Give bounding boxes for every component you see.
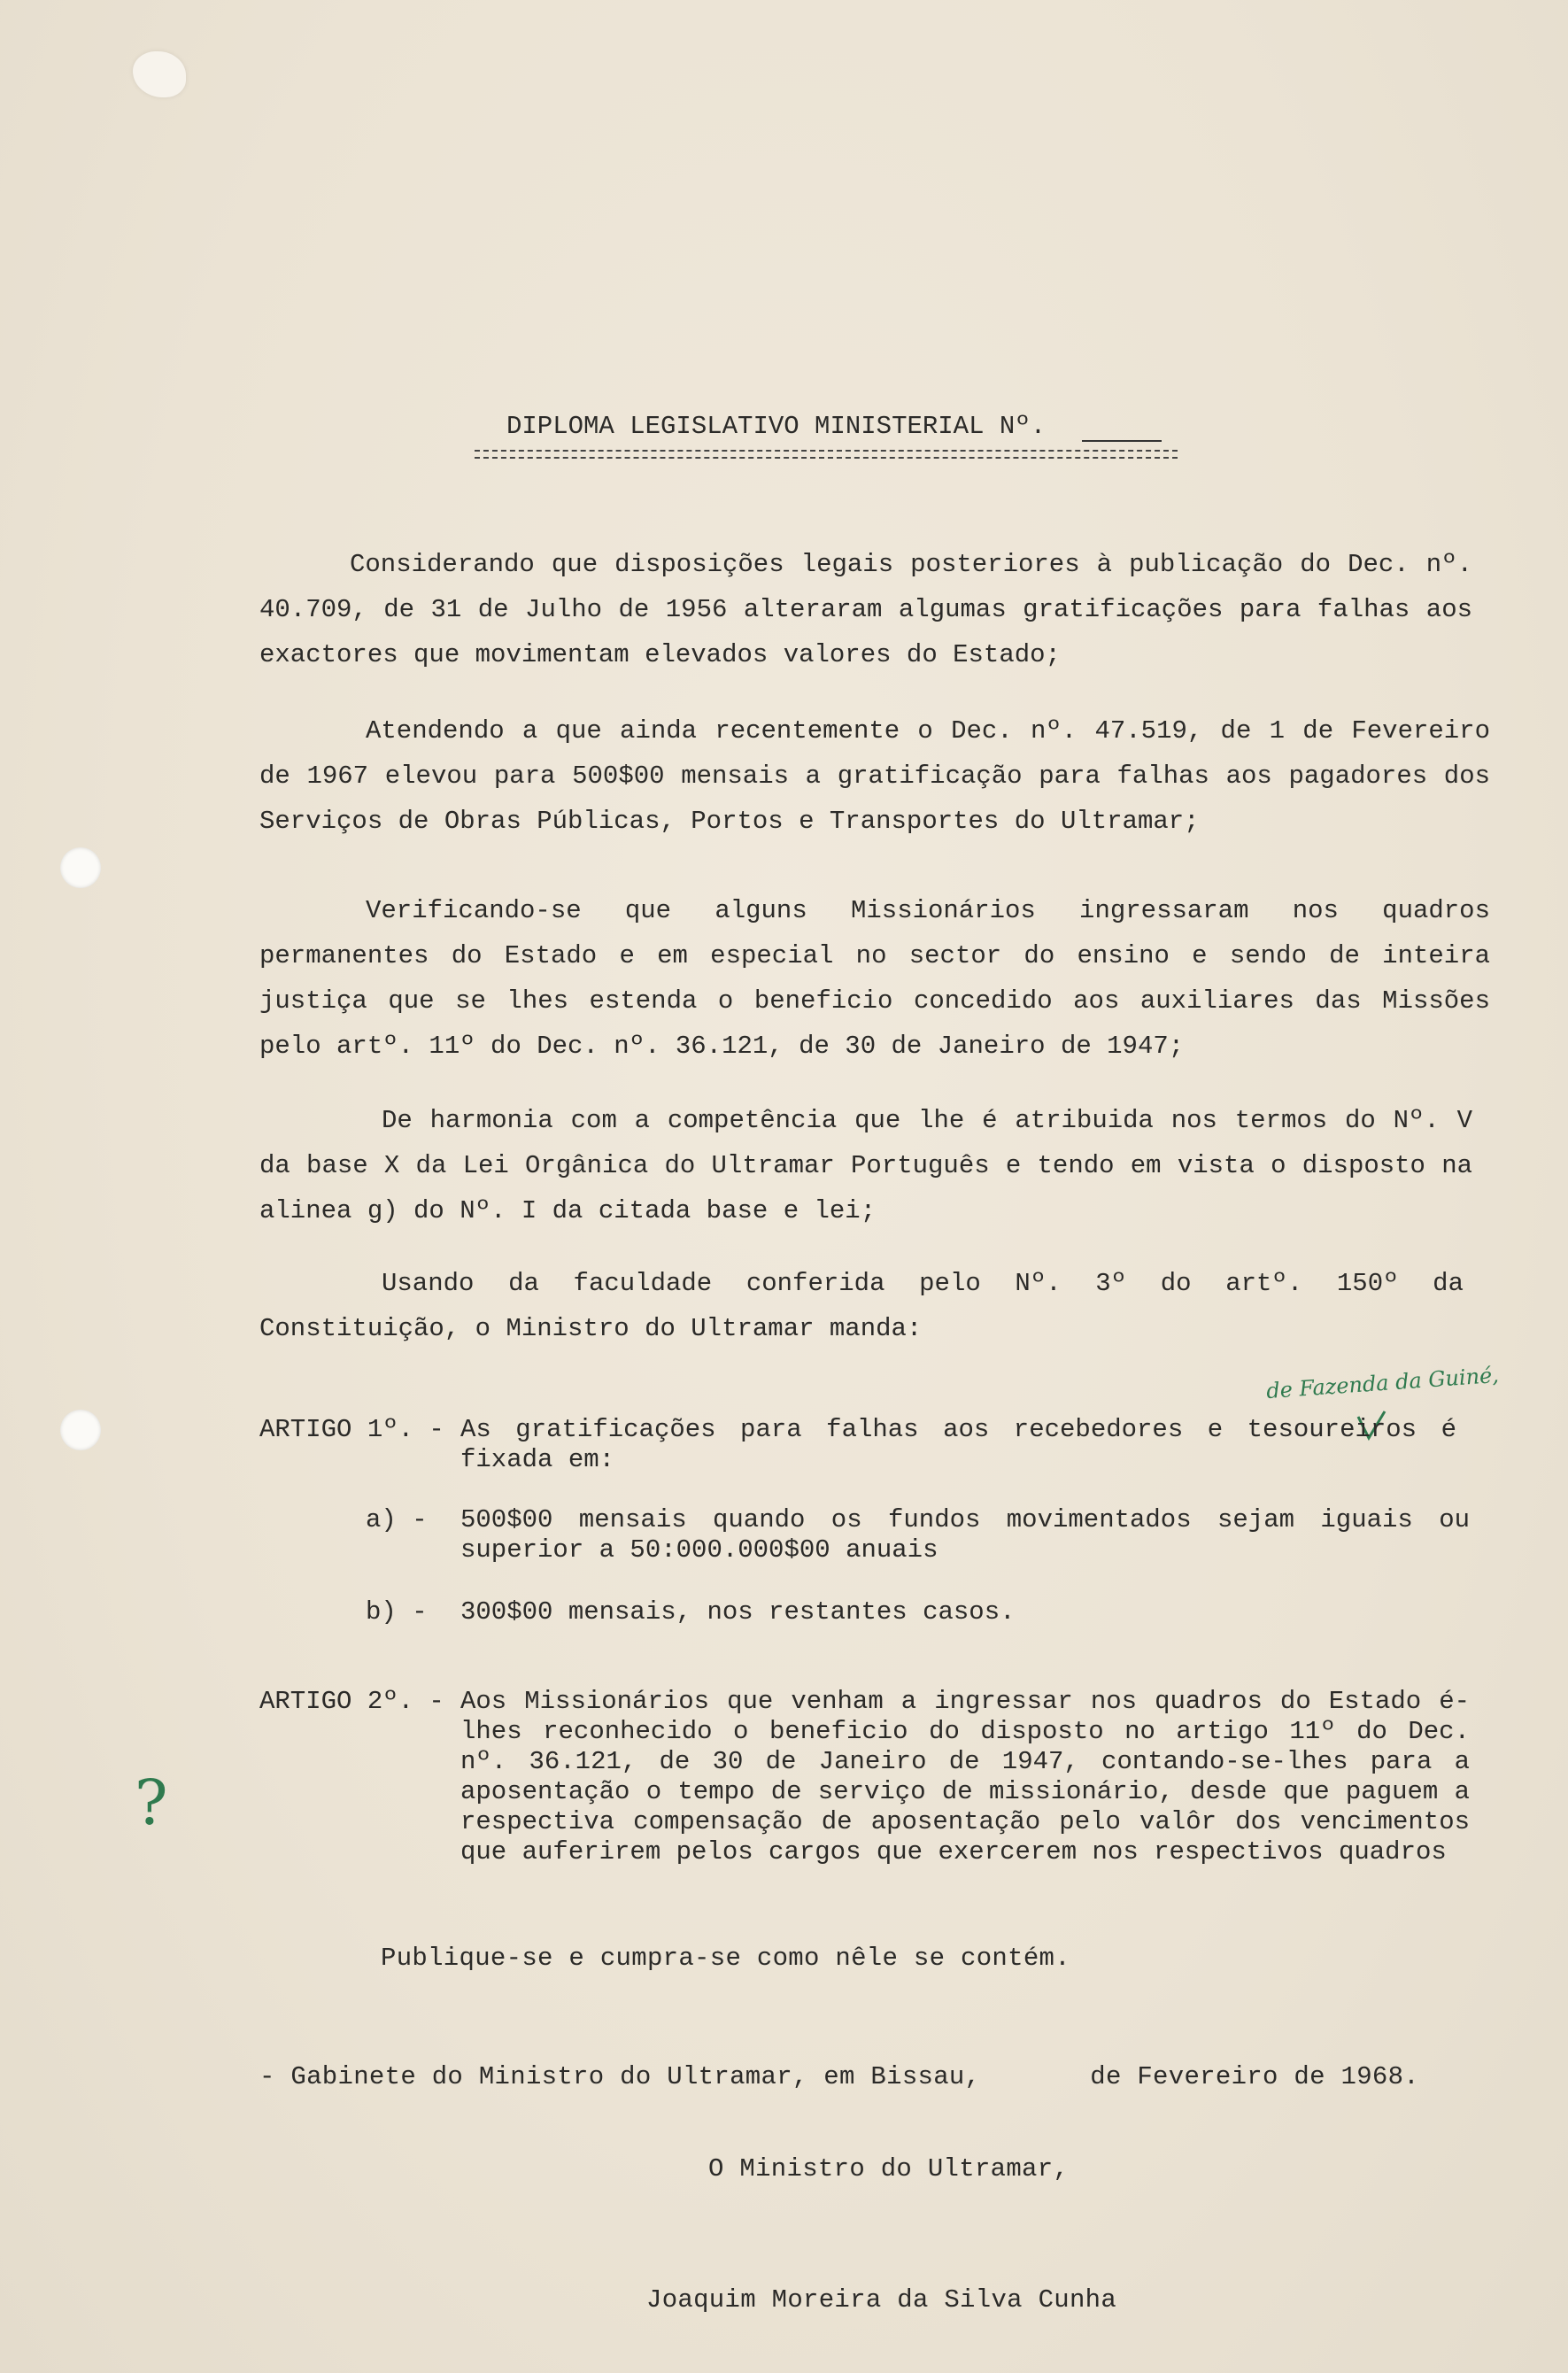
handwritten-annotation: de Fazenda da Guiné, bbox=[1265, 1362, 1500, 1404]
title-underline bbox=[475, 450, 1178, 452]
item-a-text: 500$00 mensais quando os fundos movimentados sejam iguais ou superior a 50:000.000$00 anuais bbox=[460, 1505, 1470, 1565]
paragraph-4: De harmonia com a competência que lhe é atribuida nos termos do Nº. V da base X da Lei Orgânica do Ultramar Português e tendo em vista o disposto na alinea g) do Nº. I da citada base e lei; bbox=[259, 1106, 1472, 1225]
signatory-name: Joaquim Moreira da Silva Cunha bbox=[646, 2285, 1117, 2315]
paragraph-5: Usando da faculdade conferida pelo Nº. 3º do artº. 150º da Constituição, o Ministro do Ultramar manda: bbox=[259, 1269, 1464, 1343]
handwritten-question-mark: ? bbox=[135, 1766, 168, 1839]
minister-title: O Ministro do Ultramar, bbox=[708, 2154, 1070, 2184]
item-a-label: a) - bbox=[366, 1505, 428, 1534]
closing-formula: Publique-se e cumpra-se como nêle se contém. bbox=[381, 1944, 1070, 1973]
title-underline bbox=[475, 457, 1178, 459]
item-b-label: b) - bbox=[366, 1597, 428, 1627]
place-and-date: - Gabinete do Ministro do Ultramar, em Bissau, de Fevereiro de 1968. bbox=[259, 2062, 1420, 2091]
punch-hole bbox=[60, 1410, 101, 1450]
artigo-2-text: Aos Missionários que venham a ingressar nos quadros do Estado é-lhes reconhecido o beneficio do disposto no artigo 11º do Dec. nº. 36.121, de 30 de Janeiro de 1947, contando-se-lhes para a aposentação o tempo de serviço de missionário, desde que paguem a respectiva compensação de aposentação pelo valôr dos vencimentos que auferirem pelos cargos que exercerem nos respectivos quadros bbox=[460, 1687, 1470, 1867]
paragraph-1: Considerando que disposições legais posteriores à publicação do Dec. nº. 40.709, de 31 de Julho de 1956 alteraram algumas gratificações para falhas aos exactores que movimentam elevados valores do Estado; bbox=[259, 550, 1472, 669]
paragraph-2: Atendendo a que ainda recentemente o Dec. nº. 47.519, de 1 de Fevereiro de 1967 elevou para 500$00 mensais a gratificação para falhas aos pagadores dos Serviços de Obras Públicas, Portos e Transportes do Ultramar; bbox=[259, 716, 1490, 836]
punch-hole bbox=[60, 847, 101, 888]
number-blank-line bbox=[1082, 440, 1162, 442]
artigo-1-label: ARTIGO 1º. - bbox=[259, 1415, 444, 1444]
paper-tear bbox=[133, 51, 186, 97]
item-b-text: 300$00 mensais, nos restantes casos. bbox=[460, 1597, 1016, 1627]
artigo-2-label: ARTIGO 2º. - bbox=[259, 1687, 444, 1716]
document-title: DIPLOMA LEGISLATIVO MINISTERIAL Nº. bbox=[506, 412, 1047, 441]
paragraph-3: Verificando-se que alguns Missionários ingressaram nos quadros permanentes do Estado e em especial no sector do ensino e sendo de inteira justiça que se lhes estenda o beneficio concedido aos auxiliares das Missões pelo artº. 11º do Dec. nº. 36.121, de 30 de Janeiro de 1947; bbox=[259, 896, 1490, 1061]
artigo-1-text: As gratificações para falhas aos recebedores e tesoureiros é fixada em: bbox=[460, 1415, 1456, 1474]
